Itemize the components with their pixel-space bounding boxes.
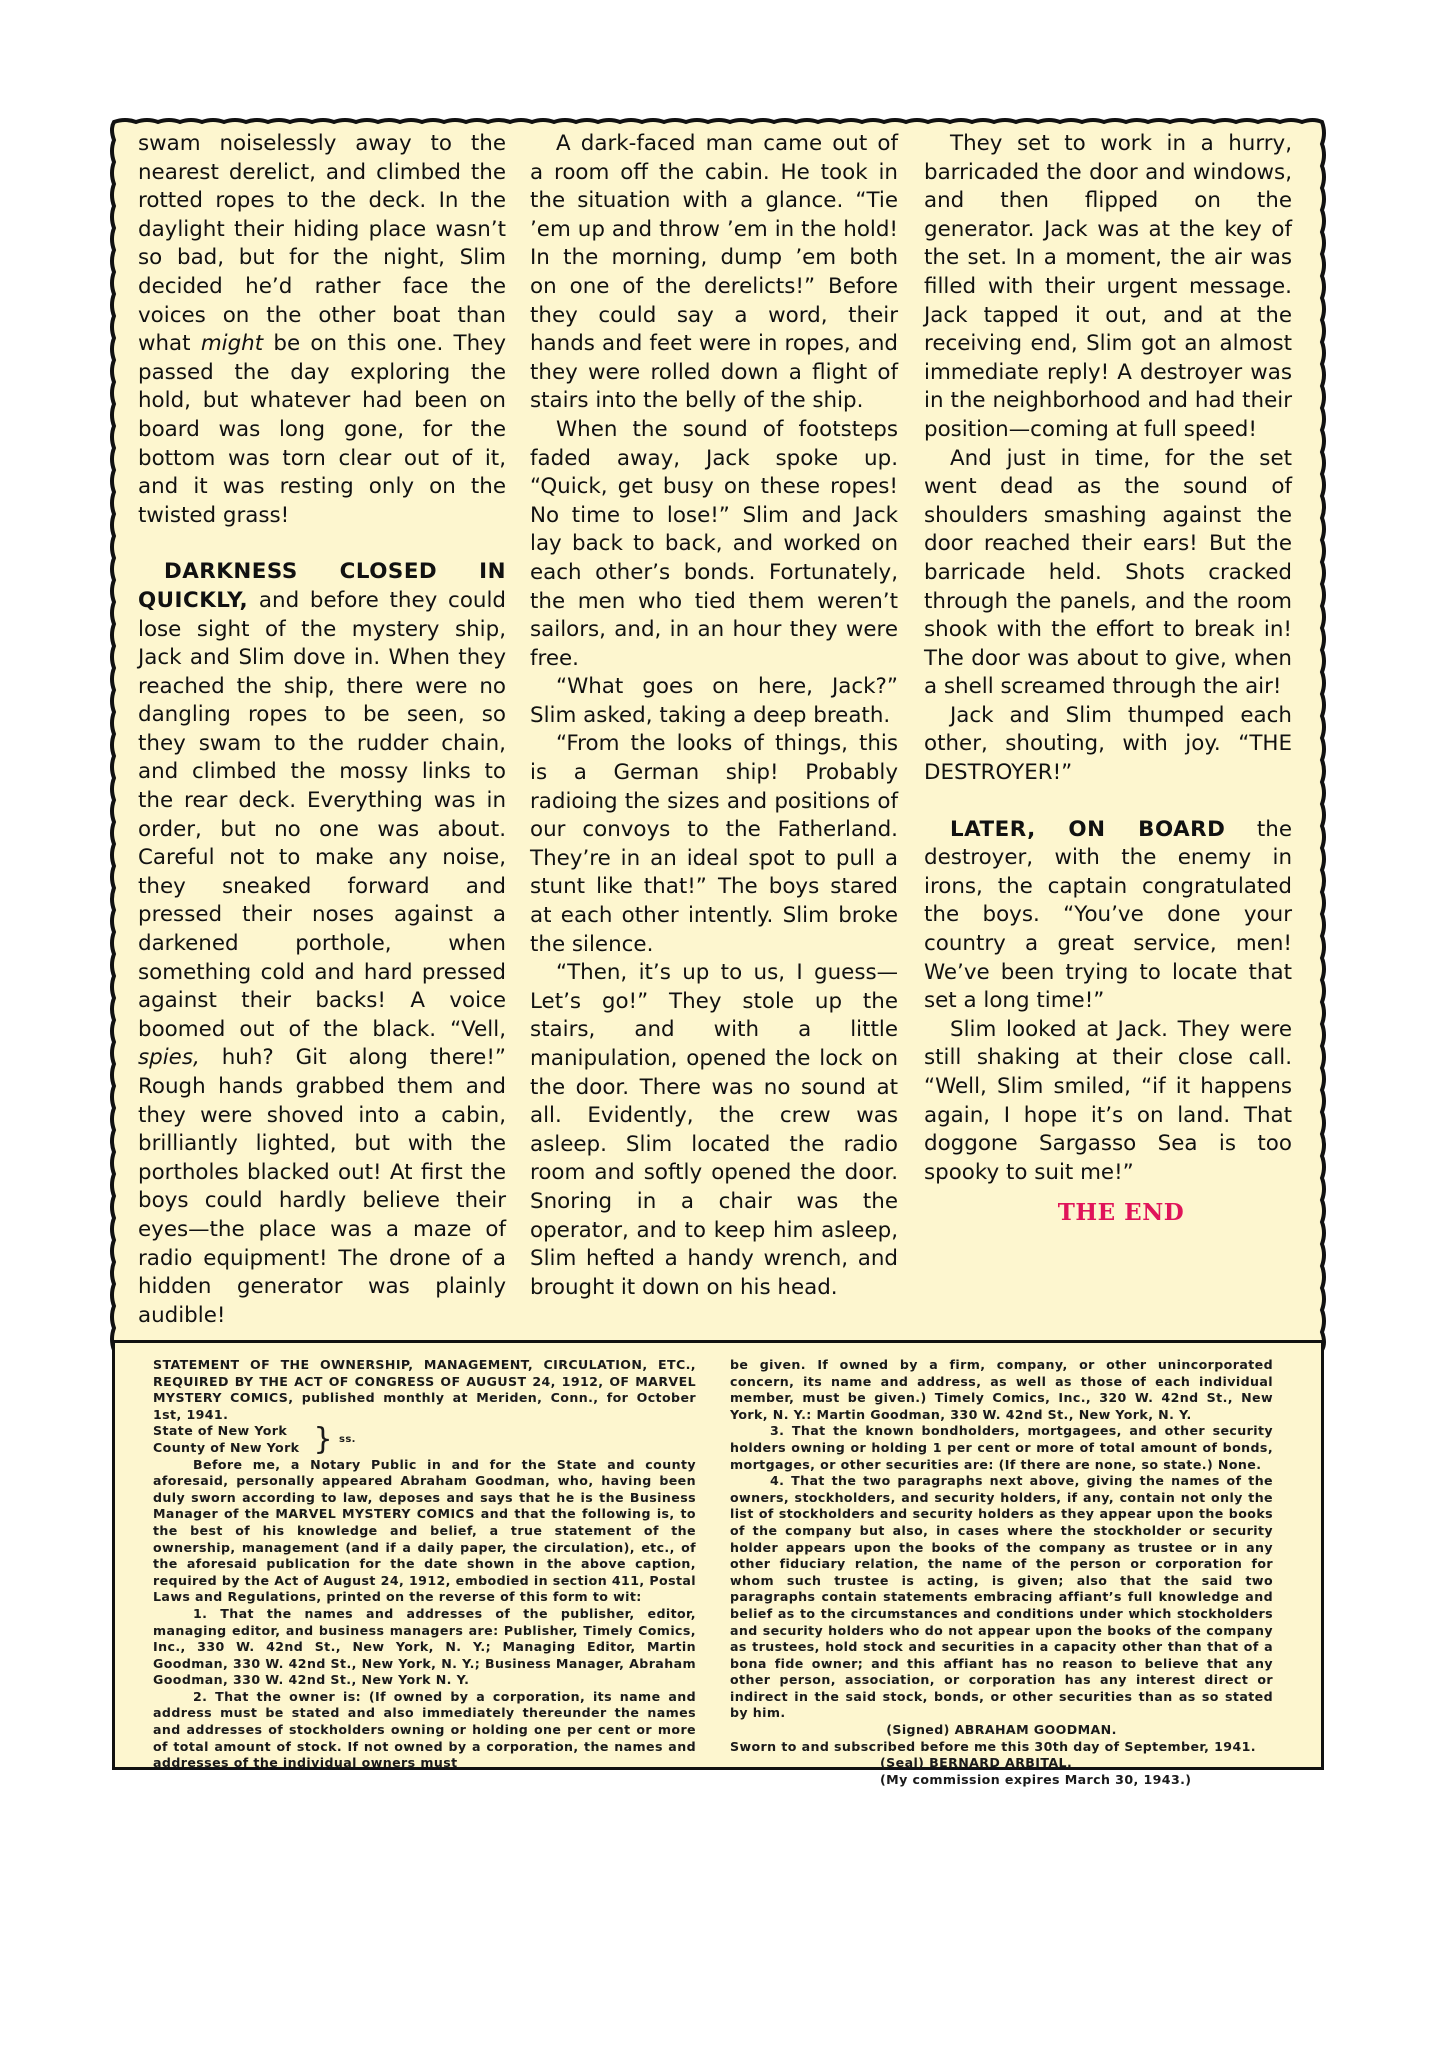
sworn-line: Sworn to and subscribed before me this 30th day of September, 1941. (730, 1738, 1256, 1754)
statement-paragraph: be given. If owned by a firm, company, or other unincorporated concern, its name and address, as well as those of each individual member, must be given.) Timely Comics, Inc., 320 W. 42nd St., New York, N. Y.: Martin Goodman, 330 W. 42nd St., New York, N. Y. (730, 1357, 1273, 1422)
seal-line: (Seal) BERNARD ARBITAL. (880, 1755, 1073, 1771)
story-paragraph: And just in time, for the set went dead as the sound of shoulders smashing against the door reached their ears! But the barricade held. Shots cracked through the panels, and the room shook with the effort to break in! The door was about to give, when a shell screamed through the air! (924, 445, 1292, 700)
story-columns (130, 130, 1310, 1360)
story-column-2 (530, 130, 898, 1302)
ownership-statement-box (112, 1340, 1324, 1787)
commission-line: (My commission expires March 30, 1943.) (880, 1771, 1192, 1787)
signature-line: (Signed) ABRAHAM GOODMAN. (886, 1722, 1117, 1738)
story-paragraph: DARKNESS CLOSED IN QUICKLY, and before they could lose sight of the mystery ship, Jack and Slim dove in. When they reached the ship, there were no dangling ropes to be seen, so they swam to the rudder chain, and climbed the mossy links to the rear deck. Everything was in order, but no one was about. Careful not to make any noise, they sneaked forward and pressed their noses against a darkened porthole, when something cold and hard pressed against their backs! A voice boomed out of the black. “Vell, spies, huh? Git along there!” Rough hands grabbed them and they were shoved into a cabin, brilliantly lighted, but with the portholes blacked out! At first the boys could hardly believe their eyes—the place was a maze of radio equipment! The drone of a hidden generator was plainly audible! (138, 559, 506, 1328)
story-paragraph: “From the looks of things, this is a German ship! Probably radioing the sizes and positions of our convoys to the Fatherland. They’re in an ideal spot to pull a stunt like that!” The boys stared at each other intently. Slim broke the silence. (530, 731, 898, 957)
venue-ss: ss. (338, 1433, 356, 1445)
the-end-label: THE END (1057, 1199, 1185, 1227)
statement-paragraph: 3. That the known bondholders, mortgagees, and other security holders owning or holding 1 per cent or more of total amount of bonds, mortgages, or other securities are: (If there are none, so state.) None. (730, 1423, 1273, 1472)
statement-paragraph: 2. That the owner is: (If owned by a corporation, its name and address must be stated and also immediately thereunder the names and addresses of stockholders owning or holding one per cent or more of total amount of stock. If not owned by a corporation, the names and addresses of the individual owners must (153, 1688, 696, 1771)
section-lead-in: DARKNESS CLOSED IN QUICKLY, (138, 559, 506, 613)
venue-brace: } (313, 1421, 333, 1457)
statement-title: STATEMENT OF THE OWNERSHIP, MANAGEMENT, CIRCULATION, ETC., REQUIRED BY THE ACT OF CONGRESS OF AUGUST 24, 1912, OF MARVEL MYSTERY COMICS, published monthly at Meriden, Conn., for October 1st, 1941. (153, 1357, 696, 1422)
story-paragraph: “What goes on here, Jack?” Slim asked, taking a deep breath. (530, 674, 898, 728)
venue-county: County of New York (153, 1439, 300, 1455)
story-paragraph: swam noiselessly away to the nearest derelict, and climbed the rotted ropes to the deck. In the daylight their hiding place wasn’t so bad, but for the night, Slim decided he’d rather face the voices on the other boat than what might be on this one. They passed the day exploring the hold, but whatever had been on board was long gone, for the bottom was torn clear out of it, and it was resting only on the twisted grass! (138, 131, 506, 528)
story-paragraph: Jack and Slim thumped each other, shouting, with joy. “THE DESTROYER!” (924, 702, 1292, 786)
statement-paragraph: Before me, a Notary Public in and for the State and county aforesaid, personally appeared Abraham Goodman, who, having been duly sworn according to law, deposes and says that he is the Business Manager of the MARVEL MYSTERY COMICS and that the following is, to the best of his knowledge and belief, a true statement of the ownership, management (and if a daily paper, the circulation), etc., of the aforesaid publication for the date shown in the above caption, required by the Act of August 24, 1912, embodied in section 411, Postal Laws and Regulations, printed on the reverse of this form to wit: (153, 1456, 696, 1605)
story-column-1 (138, 130, 506, 1330)
statement-paragraph: 4. That the two paragraphs next above, giving the names of the owners, stockholders, and security holders, if any, contain not only the list of stockholders and security holders as they appear upon the books of the company but also, in cases where the stockholder or security holder appears upon the books of the company as trustee or in any other fiduciary relation, the name of the person or corporation for whom such trustee is acting, is given; also that the said two paragraphs contain statements embracing affiant’s full knowledge and belief as to the circumstances and conditions under which stockholders and security holders who do not appear upon the books of the company as trustees, hold stock and securities in a capacity other than that of a bona fide owner; and this affiant has no reason to believe that any other person, association, or corporation has any interest direct or indirect in the said stock, bonds, or other securities than as so stated by him. (730, 1473, 1273, 1721)
story-paragraph: A dark-faced man came out of a room off the cabin. He took in the situation with a glance. “Tie ’em up and throw ’em in the hold! In the morning, dump ’em both on one of the derelicts!” Before they could say a word, their hands and feet were in ropes, and they were rolled down a flight of stairs into the belly of the ship. (530, 131, 898, 414)
statement-column-left (153, 1357, 696, 1772)
section-lead-in: LATER, ON BOARD (950, 816, 1226, 842)
story-paragraph: When the sound of footsteps faded away, Jack spoke up. “Quick, get busy on these ropes! No time to lose!” Slim and Jack lay back to back, and worked on each other’s bonds. Fortunately, the men who tied them weren’t sailors, and, in an hour they were free. (530, 416, 898, 671)
story-paragraph: They set to work in a hurry, barricaded the door and windows, and then flipped on the generator. Jack was at the key of the set. In a moment, the air was filled with their urgent message. Jack tapped it out, and at the receiving end, Slim got an almost immediate reply! A destroyer was in the neighborhood and had their position—coming at full speed! (924, 131, 1292, 442)
story-paragraph: Slim looked at Jack. They were still shaking at their close call. “Well, Slim smiled, “if it happens again, I hope it’s on land. That doggone Sargasso Sea is too spooky to suit me!” (924, 1016, 1292, 1185)
story-column-3 (924, 130, 1292, 1228)
statement-column-right (730, 1357, 1273, 1788)
venue-state: State of New York (153, 1423, 288, 1439)
story-text-panel (108, 116, 1328, 1356)
story-paragraph: “Then, it’s up to us, I guess—Let’s go!” They stole up the stairs, and with a little manipulation, opened the lock on the door. There was no sound at all. Evidently, the crew was asleep. Slim located the radio room and softly opened the door. Snoring in a chair was the operator, and to keep him asleep, Slim hefted a handy wrench, and brought it down on his head. (530, 960, 898, 1300)
statement-paragraph: 1. That the names and addresses of the publisher, editor, managing editor, and business managers are: Publisher, Timely Comics, Inc., 330 W. 42nd St., New York, N. Y.; Managing Editor, Martin Goodman, 330 W. 42nd St., New York, N. Y.; Business Manager, Abraham Goodman, 330 W. 42nd St., New York N. Y. (153, 1605, 696, 1688)
story-paragraph: LATER, ON BOARD the destroyer, with the enemy in irons, the captain congratulated the boys. “You’ve done your country a great service, men! We’ve been trying to locate that set a long time!” (924, 816, 1292, 1014)
venue-block (153, 1423, 696, 1456)
